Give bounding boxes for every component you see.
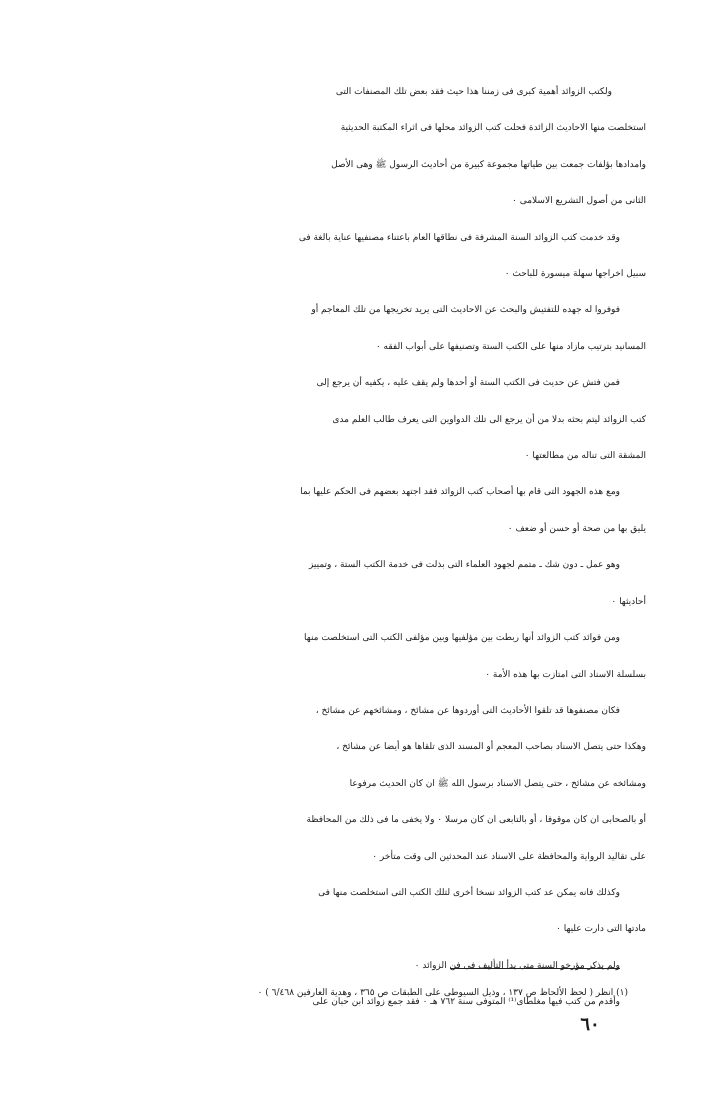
text-line: الثانى من أصول التشريع الاسلامى ٠ [512, 196, 646, 207]
text-line: أحاديثها ٠ [611, 596, 646, 607]
body-text [48, 74, 646, 1021]
text-line: وأقدم من كتب فيها مغلطاى⁽¹⁾ المتوفى سنة ٧٦٢ هـ ٠ فقد جمع زوائد ابن حبان على [312, 997, 620, 1008]
footnote-separator [450, 968, 620, 969]
text-line: ومن فوائد كتب الزوائد أنها ربطت بين مؤلفيها وبين مؤلفى الكتب التى استخلصت منها [304, 633, 620, 644]
text-line: المسانيد بترتيب مازاد منها على الكتب الستة وتصنيفها على أبواب الفقه ٠ [375, 341, 646, 352]
text-line: وهكذا حتى يتصل الاسناد بصاحب المعجم أو المسند الذى تلقاها هو أيضا عن مشائخ ، [336, 742, 646, 753]
text-line: بسلسلة الاسناد التى امتازت بها هذه الأمة ٠ [485, 669, 646, 680]
text-line: سبيل اخراجها سهلة ميسورة للباحث ٠ [504, 269, 646, 280]
text-line: وقد خدمت كتب الزوائد السنة المشرفة فى نطاقها العام باعتناء مصنفيها عناية بالغة فى [298, 232, 620, 243]
text-line: على تقاليد الرواية والمحافظة على الاسناد عند المحدثين الى وقت متأخر ٠ [372, 851, 646, 862]
text-line: فوفروا له جهده للتفتيش والبحث عن الاحاديث التى يريد تخريجها من تلك المعاجم أو [311, 305, 620, 316]
text-line: وامدادها بؤلفات جمعت بين طياتها مجموعة كبيرة من أحاديث الرسول ﷺ وهى الأصل [331, 159, 646, 170]
text-line: وهو عمل ـ دون شك ـ متمم لجهود العلماء التى بذلت فى خدمة الكتب الستة ، وتمييز [308, 560, 620, 571]
text-line: أو بالصحابى ان كان موقوفا ، أو بالتابعى ان كان مرسلا ٠ ولا يخفى ما فى ذلك من المحافظة [306, 815, 646, 826]
footnote: (١) انظر ( لحظ الألحاظ ص ١٣٧ ، وذيل السيوطى على الطبقات ص ٣٦٥ ، وهدية العارفين ٦/٤٦٨ ) ٠ [257, 988, 628, 998]
text-line: كتب الزوائد ليتم بحثه بدلا من أن يرجع الى تلك الدواوين التى يعرف طالب العلم مدى [332, 414, 646, 425]
text-line: ولم يذكر مؤرخو السنة متى بدأ التأليف فى فن الزوائد ٠ [414, 960, 620, 971]
text-line: ولكتب الزوائد أهمية كبرى فى زمننا هذا حيث فقد بعض تلك المصنفات التى [335, 87, 612, 97]
text-line: فمن فتش عن حديث فى الكتب الستة أو أحدها ولم يقف عليه ، يكفيه أن يرجع إلى [316, 378, 620, 389]
text-line: فكان مصنفوها قد تلقوا الأحاديث التى أوردوها عن مشائخ ، ومشائخهم عن مشائخ ، [315, 705, 620, 716]
text-line: ومع هذه الجهود التى قام بها أصحاب كتب الزوائد فقد اجتهد بعضهم فى الحكم عليها بما [300, 487, 620, 498]
text-line: يليق بها من صحة أو حسن أو ضعف ٠ [507, 523, 646, 534]
text-line: المشقة التى تناله من مطالعتها ٠ [524, 451, 646, 462]
text-line: استخلصت منها الاحاديث الزائدة فحلت كتب الزوائد محلها فى اثراء المكتبة الحديثية [340, 123, 646, 134]
text-line: ومشائخه عن مشائخ ، حتى يتصل الاسناد برسول الله ﷺ ان كان الحديث مرفوعا [349, 778, 646, 789]
text-line: وكذلك فانه يمكن عد كتب الزوائد نسخا أخرى لتلك الكتب التى استخلصت منها فى [318, 887, 620, 898]
page-number: ٦٠ [580, 1014, 600, 1035]
text-line: مادتها التى دارت عليها ٠ [556, 924, 646, 935]
